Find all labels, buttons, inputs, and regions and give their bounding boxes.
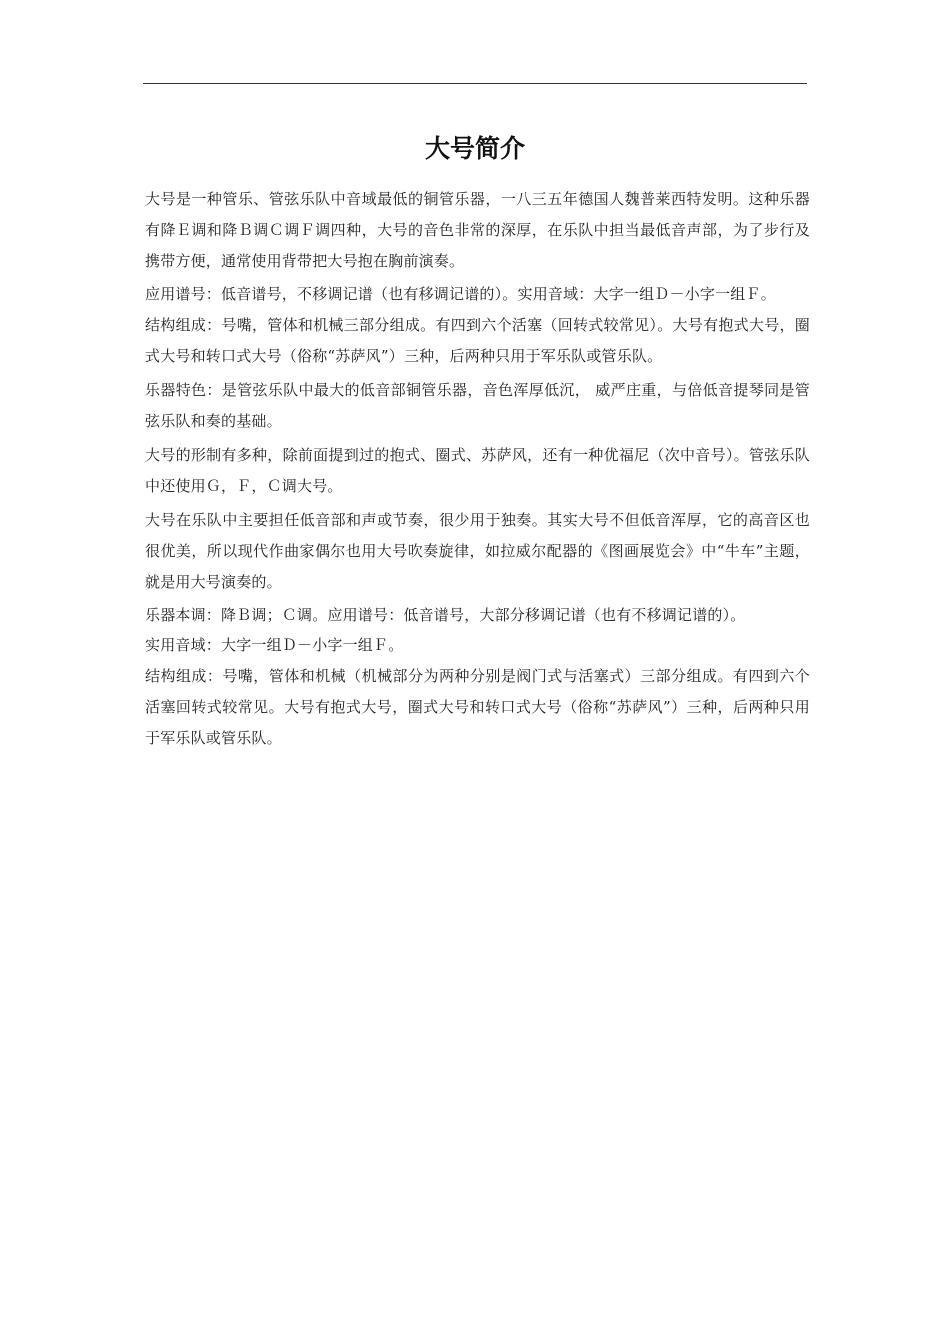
paragraph-key-clef: 乐器本调：降Ｂ调；Ｃ调。应用谱号：低音谱号，大部分移调记谱（也有不移调记谱的）。 <box>145 606 746 624</box>
header-rule <box>143 83 807 84</box>
paragraph-role: 大号在乐队中主要担任低音部和声或节奏，很少用于独奏。其实大号不但低音浑厚，它的高音区也很优美，所以现代作曲家偶尔也用大号吹奏旋律，如拉威尔配器的《图画展览会》中“牛车”主题，就是用大号演奏的。 <box>145 511 810 591</box>
paragraph-structure: 结构组成：号嘴，管体和机械三部分组成。有四到六个活塞（回转式较常见）。大号有抱式大号，圈式大号和转口式大号（俗称“苏萨风”）三种，后两种只用于军乐队或管乐队。 <box>145 316 810 365</box>
document-title: 大号简介 <box>424 134 525 163</box>
document-body <box>145 184 810 757</box>
paragraph-range: 实用音域：大字一组Ｄ－小字一组Ｆ。 <box>145 636 404 654</box>
paragraph-structure-detail: 结构组成：号嘴，管体和机械（机械部分为两种分别是阀门式与活塞式）三部分组成。有四到六个活塞回转式较常见。大号有抱式大号，圈式大号和转口式大号（俗称“苏萨风”）三种，后两种只用于军乐队或管乐队。 <box>145 667 810 747</box>
paragraph-clef-range: 应用谱号：低音谱号，不移调记谱（也有移调记谱的）。实用音域：大字一组Ｄ－小字一组Ｆ。 <box>145 285 776 303</box>
paragraph-forms: 大号的形制有多种，除前面提到过的抱式、圈式、苏萨风，还有一种优福尼（次中音号）。管弦乐队中还使用Ｇ，Ｆ，Ｃ调大号。 <box>145 446 810 495</box>
paragraph-features: 乐器特色：是管弦乐队中最大的低音部铜管乐器，音色浑厚低沉， 威严庄重，与倍低音提琴同是管弦乐队和奏的基础。 <box>145 381 810 430</box>
paragraph-intro: 大号是一种管乐、管弦乐队中音域最低的铜管乐器，一八三五年德国人魏普莱西特发明。这种乐器有降Ｅ调和降Ｂ调Ｃ调Ｆ调四种，大号的音色非常的深厚，在乐队中担当最低音声部，为了步行及携带方便，通常使用背带把大号抱在胸前演奏。 <box>145 190 810 270</box>
